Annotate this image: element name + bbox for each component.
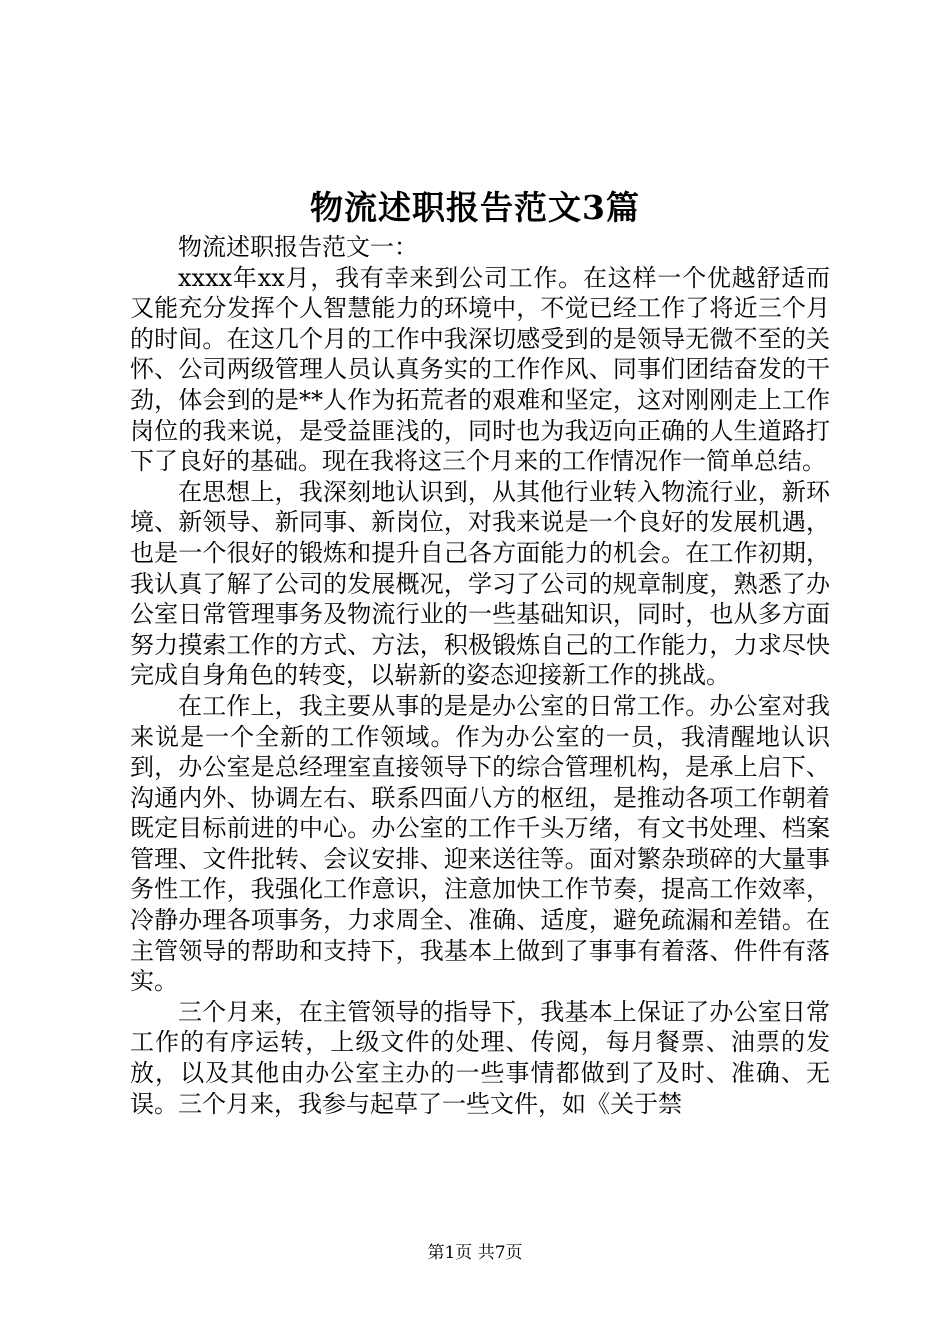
document-body [130,232,830,1119]
paragraph-1: xxxx年xx月，我有幸来到公司工作。在这样一个优越舒适而又能充分发挥个人智慧能力的环境中，不觉已经工作了将近三个月的时间。在这几个月的工作中我深切感受到的是领导无微不至的关怀、公司两级管理人员认真务实的工作作风、同事们团结奋发的干劲，体会到的是**人作为拓荒者的艰难和坚定，这对刚刚走上工作岗位的我来说，是受益匪浅的，同时也为我迈向正确的人生道路打下了良好的基础。现在我将这三个月来的工作情况作一简单总结。 [130,263,830,476]
paragraph-2: 在思想上，我深刻地认识到，从其他行业转入物流行业，新环境、新领导、新同事、新岗位，对我来说是一个良好的发展机遇，也是一个很好的锻炼和提升自己各方面能力的机会。在工作初期，我认真了解了公司的发展概况，学习了公司的规章制度，熟悉了办公室日常管理事务及物流行业的一些基础知识，同时，也从多方面努力摸索工作的方式、方法，积极锻炼自己的工作能力，力求尽快完成自身角色的转变，以崭新的姿态迎接新工作的挑战。 [130,477,830,690]
paragraph-4: 三个月来，在主管领导的指导下，我基本上保证了办公室日常工作的有序运转，上级文件的处理、传阅，每月餐票、油票的发放，以及其他由办公室主办的一些事情都做到了及时、准确、无误。三个月来，我参与起草了一些文件，如《关于禁 [130,997,830,1118]
document-title: 物流述职报告范文3篇 [310,188,640,227]
section-heading: 物流述职报告范文一： [178,233,418,261]
paragraph-3: 在工作上，我主要从事的是是办公室的日常工作。办公室对我来说是一个全新的工作领域。作为办公室的一员，我清醒地认识到，办公室是总经理室直接领导下的综合管理机构，是承上启下、沟通内外、协调左右、联系四面八方的枢纽，是推动各项工作朝着既定目标前进的中心。办公室的工作千头万绪，有文书处理、档案管理、文件批转、会议安排、迎来送往等。面对繁杂琐碎的大量事务性工作，我强化工作意识，注意加快工作节奏，提高工作效率，冷静办理各项事务，力求周全、准确、适度，避免疏漏和差错。在主管领导的帮助和支持下，我基本上做到了事事有着落、件件有落实。 [130,691,830,996]
page-footer: 第1页 共7页 [427,1243,523,1263]
